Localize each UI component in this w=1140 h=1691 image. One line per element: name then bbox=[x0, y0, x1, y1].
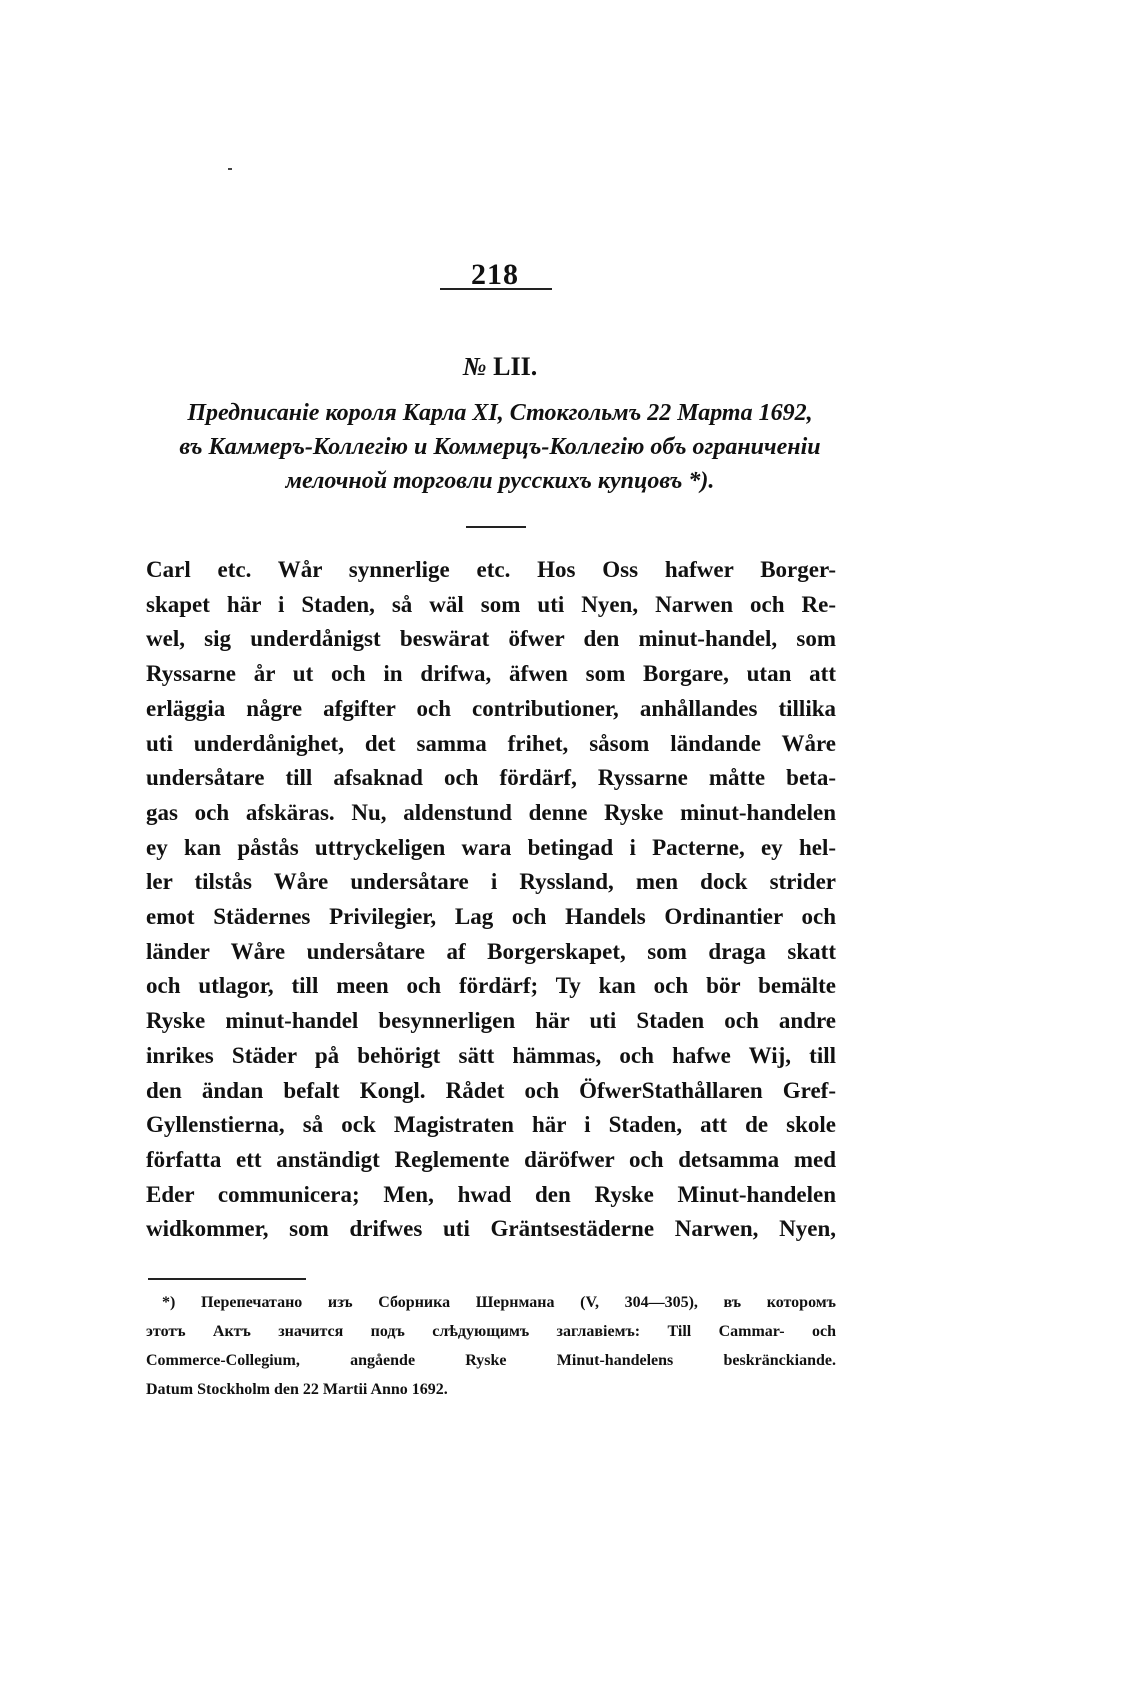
body-line: Eder communicera; Men, hwad den Ryske Minut-handelen bbox=[146, 1181, 836, 1207]
footnote-line: этотъ Актъ значится подъ слѣдующимъ заглавіемъ: Till Cammar- och bbox=[146, 1323, 836, 1340]
heading-line: Предписаніе короля Карла XI, Стокгольмъ 22 Марта 1692, bbox=[187, 400, 813, 426]
body-line: emot Städernes Privilegier, Lag och Handels Ordinantier och bbox=[146, 904, 836, 930]
body-line: widkommer, som drifwes uti Gräntsestäderne Narwen, Nyen, bbox=[146, 1216, 836, 1242]
heading-rule bbox=[466, 526, 526, 528]
body-line: Carl etc. Wår synnerlige etc. Hos Oss hafwer Borger- bbox=[146, 557, 836, 582]
footnote-line: *) Перепечатано изъ Сборника Шернмана (V, 304—305), въ которомъ bbox=[162, 1294, 836, 1311]
body-line: länder Wåre undersåtare af Borgerskapet, som draga skatt bbox=[146, 938, 836, 964]
heading-line: мелочной торговли русскихъ купцовъ *). bbox=[285, 468, 715, 494]
page-number: 218 bbox=[471, 258, 519, 291]
body-line: Ryssarne år ut och in drifwa, äfwen som Borgare, utan att bbox=[146, 661, 836, 687]
body-text bbox=[146, 553, 836, 1247]
body-line: och utlagor, till meen och fördärf; Ty kan och bör bemälte bbox=[146, 973, 836, 999]
body-line: Gyllenstierna, så ock Magistraten här i Staden, att de skole bbox=[146, 1112, 836, 1138]
number-sign: № bbox=[462, 352, 487, 381]
body-line: ler tilstås Wåre undersåtare i Ryssland, men dock strider bbox=[146, 869, 836, 895]
body-line: den ändan befalt Kongl. Rådet och ÖfwerStathållaren Gref- bbox=[146, 1077, 836, 1103]
footnote-rule bbox=[148, 1278, 306, 1280]
body-line: erläggia någre afgifter och contributioner, anhållandes tillika bbox=[146, 695, 836, 721]
body-line: uti underdånighet, det samma frihet, såsom ländande Wåre bbox=[146, 730, 836, 756]
body-line: Ryske minut-handel besynnerligen här uti Staden och andre bbox=[146, 1008, 836, 1034]
body-line: inrikes Städer på behörigt sätt hämmas, och hafwe Wij, till bbox=[146, 1042, 836, 1068]
body-line: undersåtare till afsaknad och fördärf, Ryssarne måtte beta- bbox=[146, 765, 836, 791]
print-speck bbox=[228, 168, 232, 170]
body-line: skapet här i Staden, så wäl som uti Nyen, Narwen och Re- bbox=[146, 591, 836, 617]
footnote-line: Datum Stockholm den 22 Martii Anno 1692. bbox=[146, 1381, 448, 1398]
heading-line: въ Каммеръ-Коллегію и Коммерцъ-Коллегію объ ограниченіи bbox=[179, 434, 821, 460]
body-line: wel, sig underdånigst beswärat öfwer den minut-handel, som bbox=[146, 626, 836, 652]
footnote-line: Commerce-Collegium, angående Ryske Minut-handelens beskränckiande. bbox=[146, 1352, 836, 1369]
footnote bbox=[146, 1288, 836, 1404]
document-number bbox=[300, 352, 700, 382]
body-line: gas och afskäras. Nu, aldenstund denne Ryske minut-handelen bbox=[146, 799, 836, 825]
body-line: författa ett anständigt Reglemente däröfwer och detsamma med bbox=[146, 1146, 836, 1172]
document-numeral: LII. bbox=[493, 352, 538, 381]
header-rule bbox=[440, 288, 552, 290]
body-line: ey kan påstås uttryckeligen wara betingad i Pacterne, ey hel- bbox=[146, 834, 836, 860]
document-heading bbox=[150, 396, 850, 498]
